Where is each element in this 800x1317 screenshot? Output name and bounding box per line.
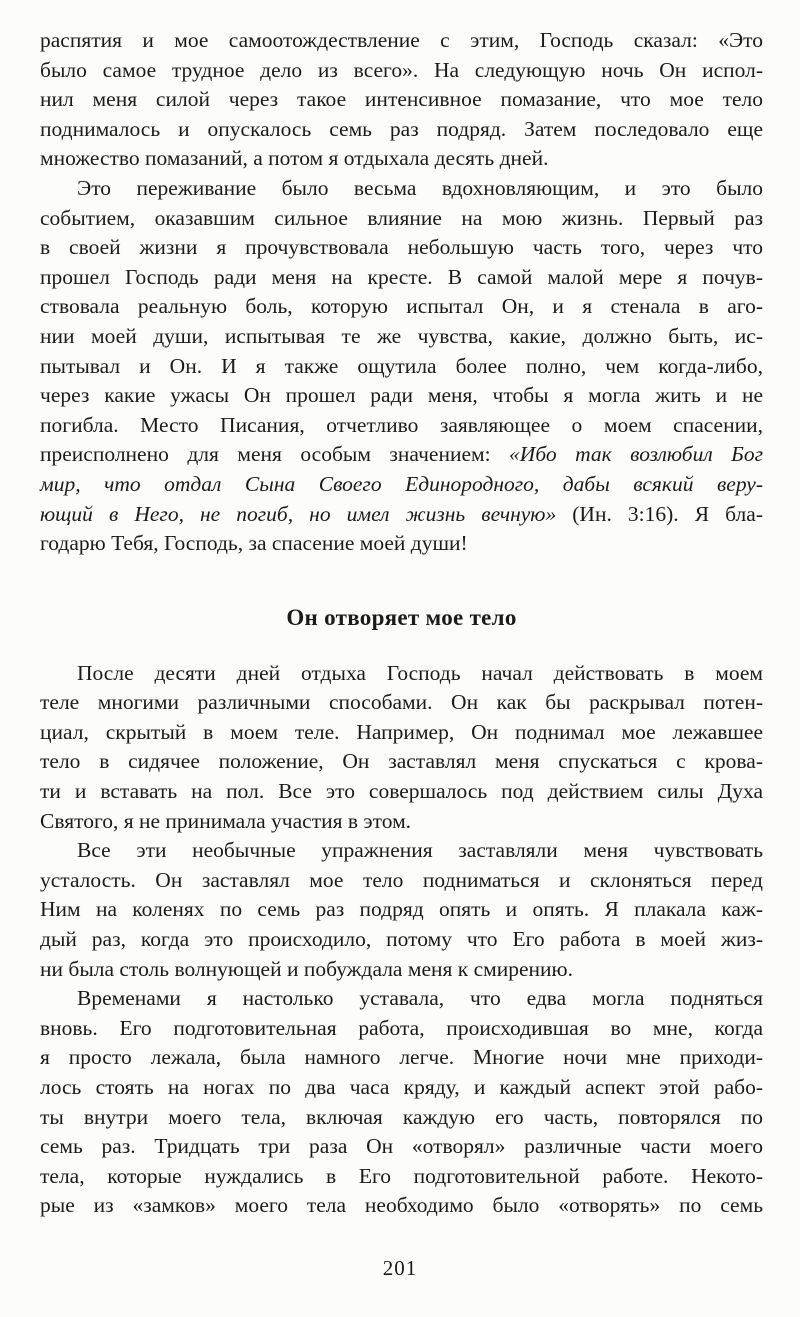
text-line: я просто лежала, была намного легче. Многие ночи мне приходи-	[40, 1045, 763, 1070]
paragraph	[40, 26, 763, 174]
text-line: дый раз, когда это происходило, потому что Его работа в моей жиз-	[40, 927, 763, 952]
text-line: тело в сидячее положение, Он заставлял меня спускаться с крова-	[40, 749, 763, 774]
text-line: вновь. Его подготовительная работа, происходившая во мне, когда	[40, 1015, 763, 1040]
text-line: тела, которые нуждались в Его подготовительной работе. Некото-	[40, 1163, 763, 1188]
text-line: прошел Господь ради меня на кресте. В самой малой мере я почув-	[40, 264, 763, 289]
paragraph	[40, 836, 763, 984]
text-line: в своей жизни я прочувствовала небольшую часть того, через что	[40, 235, 763, 260]
text-line: После десяти дней отдыха Господь начал действовать в моем	[77, 660, 763, 685]
text-line	[40, 470, 763, 500]
text-line: было самое трудное дело из всего». На следующую ночь Он испол-	[40, 57, 763, 82]
section-heading: Он отворяет мое тело	[286, 604, 517, 630]
text-line: ствовала реальную боль, которую испытал Он, и я стенала в аго-	[40, 294, 763, 319]
paragraph	[40, 984, 763, 1221]
paragraph	[40, 174, 763, 559]
body-text: (Ин. 3:16). Я бла-	[556, 501, 763, 526]
text-line: рые из «замков» моего тела необходимо было «отворять» по семь	[40, 1193, 763, 1218]
text-line: ти и вставать на пол. Все это совершалось под действием силы Духа	[40, 779, 763, 804]
text-line: циал, скрытый в моем теле. Например, Он поднимал мое лежавшее	[40, 719, 763, 744]
text-line: Святого, я не принимала участия в этом.	[40, 808, 412, 833]
page-number: 201	[382, 1256, 418, 1280]
text-line: годарю Тебя, Господь, за спасение моей души!	[40, 531, 468, 556]
text-line: Временами я настолько уставала, что едва могла подняться	[77, 986, 763, 1011]
text-line	[40, 440, 763, 470]
text-line: лось стоять на ногах по два часа кряду, и каждый аспект этой рабо-	[40, 1075, 763, 1099]
text-line: пытывал и Он. И я также ощутила более полно, чем когда-либо,	[40, 353, 763, 378]
scripture-quote-text: мир, что отдал Сына Своего Единородного, дабы всякий веру-	[40, 471, 763, 496]
text-line: усталость. Он заставлял мое тело подниматься и склоняться перед	[40, 867, 763, 892]
text-line: Это переживание было весьма вдохновляющим, и это было	[77, 175, 763, 200]
text-line: множество помазаний, а потом я отдыхала десять дней.	[40, 146, 549, 171]
text-line: Все эти необычные упражнения заставляли меня чувствовать	[77, 838, 763, 863]
text-line: ты внутри моего тела, включая каждую его часть, повторялся по	[40, 1104, 763, 1129]
text-line: событием, оказавшим сильное влияние на мою жизнь. Первый раз	[40, 205, 763, 230]
text-line: поднималось и опускалось семь раз подряд. Затем последовало еще	[40, 116, 763, 141]
text-line: нил меня силой через такое интенсивное помазание, что мое тело	[40, 87, 763, 112]
scripture-quote-text: «Ибо так возлюбил Бог	[509, 442, 763, 467]
text-line: распятия и мое самоотождествление с этим, Господь сказал: «Это	[40, 28, 763, 52]
paragraph	[40, 659, 763, 837]
text-line	[40, 500, 763, 530]
text-line: нии моей души, испытывая те же чувства, какие, должно быть, ис-	[40, 323, 763, 348]
text-line: ни была столь волнующей и побуждала меня к смирению.	[40, 956, 573, 981]
text-line: теле многими различными способами. Он как бы раскрывал потен-	[40, 690, 763, 715]
text-line: погибла. Место Писания, отчетливо заявляющее о моем спасении,	[40, 412, 763, 437]
text-line: Ним на коленях по семь раз подряд опять и опять. Я плакала каж-	[40, 897, 763, 922]
scripture-quote-text: ющий в Него, не погиб, но имел жизнь вечную»	[40, 501, 557, 526]
text-line: через какие ужасы Он прошел ради меня, чтобы я могла жить и не	[40, 383, 763, 408]
text-line: семь раз. Тридцать три раза Он «отворял» различные части моего	[40, 1134, 763, 1159]
body-text: преисполнено для меня особым значением:	[40, 442, 510, 467]
